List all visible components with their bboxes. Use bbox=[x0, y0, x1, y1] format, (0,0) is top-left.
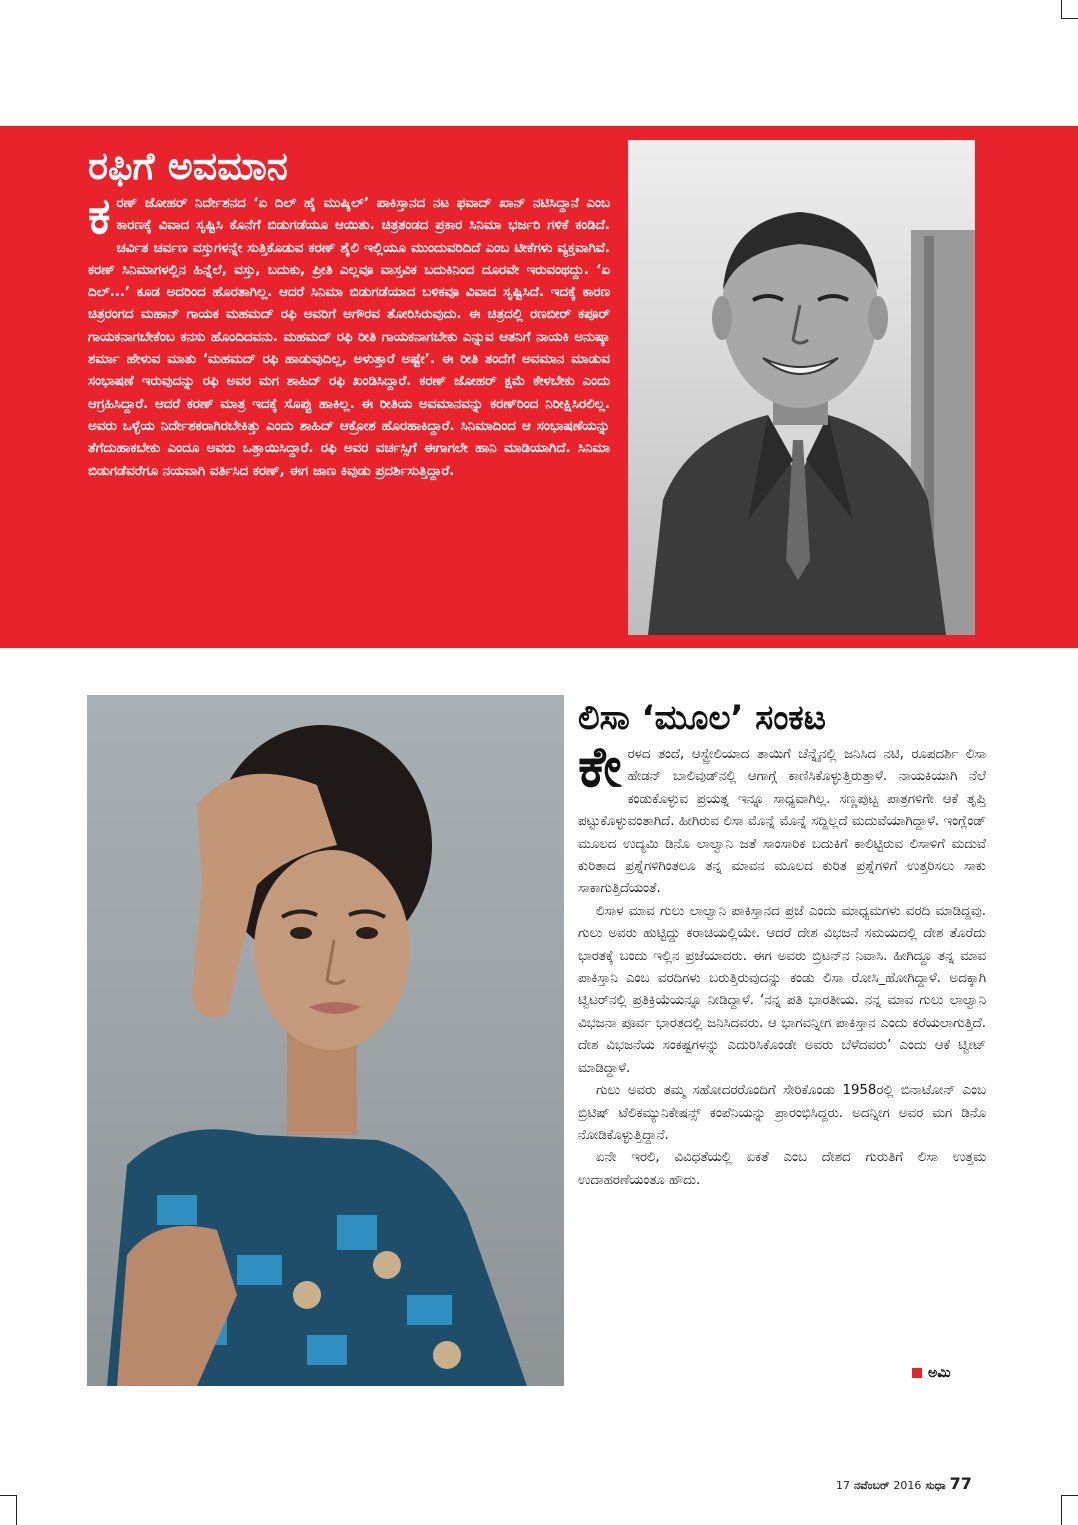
lisa-paragraph: ಲಿಸಾಳ ಮಾವ ಗುಲು ಲಾಲ್ವಾನಿ ಪಾಕಿಸ್ತಾನದ ಪ್ರಜೆ ಎಂದು ಮಾಧ್ಯಮಗಳು ವರದಿ ಮಾಡಿದ್ದವು. ಗುಲು ಅವರು ಹುಟ್ಟಿದ್ದು ಕರಾಚಿಯಲ್ಲಿಯೇ. ಆದರೆ ದೇಶ ವಿಭಜನೆ ಸಮಯದಲ್ಲಿ ದೇಶ ತೊರೆದು ಭಾರತಕ್ಕೆ ಬಂದು ಇಲ್ಲಿನ ಪ್ರಜೆಯಾದರು. ಈಗ ಅವರು ಬ್ರಿಟನ್‌ನ ನಿವಾಸಿ. ಹೀಗಿದ್ದೂ ತನ್ನ ಮಾವ ಪಾಕಿಸ್ತಾನಿ ಎಂಬ ವರದಿಗಳು ಬರುತ್ತಿರುವುದನ್ನು ಕಂಡು ಲಿಸಾ ರೋಸಿ_ಹೋಗಿದ್ದಾಳೆ. ಅದಕ್ಕಾಗಿ ಟ್ವಿಟರ್‌ನಲ್ಲಿ ಪ್ರತಿಕ್ರಿಯೆಯನ್ನೂ ನೀಡಿದ್ದಾಳೆ. ‘ನನ್ನ ಪತಿ ಭಾರತೀಯ. ನನ್ನ ಮಾವ ಗುಲು ಲಾಲ್ವಾನಿ ವಿಭಜನಾ ಪೂರ್ವ ಭಾರತದಲ್ಲಿ ಜನಿಸಿದವರು. ಆ ಭಾಗವನ್ನೀಗ ಪಾಕಿಸ್ತಾನ ಎಂದು ಕರೆಯಲಾಗುತ್ತಿದೆ. ದೇಶ ವಿಭಜನೆಯ ಸಂಕಷ್ಟಗಳನ್ನು ಎದುರಿಸಿಕೊಂಡೇ ಅವರು ಬೆಳೆದವರು’ ಎಂದು ಆಕೆ ಟ್ವೀಟ್ ಮಾಡಿದ್ದಾಳೆ. bbox=[578, 903, 986, 1076]
crop-mark bbox=[1061, 1495, 1062, 1525]
crop-mark bbox=[1061, 18, 1078, 19]
byline-square-icon bbox=[912, 1368, 922, 1378]
crop-mark bbox=[0, 1495, 16, 1496]
lisa-paragraph bbox=[578, 735, 986, 901]
lisa-paragraph: ಗುಲು ಅವರು ತಮ್ಮ ಸಹೋದರರೊಂದಿಗೆ ಸೇರಿಕೊಂಡು 1958ರಲ್ಲಿ ಬಿನಾಟೋನ್ ಎಂಬ ಬ್ರಿಟಿಷ್ ಟೆಲಿಕಮ್ಯುನಿಕೇಷನ್ಸ್ ಕಂಪೆನಿಯನ್ನು ಪ್ರಾರಂಭಿಸಿದ್ದರು. ಅದನ್ನೀಗ ಅವರ ಮಗ ಡಿನೊ ನೋಡಿಕೊಳ್ಳುತ್ತಿದ್ದಾನೆ. bbox=[578, 1083, 986, 1143]
lisa-dropcap: ಕೇ bbox=[578, 735, 622, 800]
crop-mark bbox=[1061, 1495, 1078, 1496]
lisa-article-body bbox=[578, 735, 986, 1192]
footer-year: 2016 bbox=[893, 1479, 922, 1492]
rafi-portrait-illustration bbox=[628, 140, 975, 635]
lisa-paragraph-text: ರಳದ ತಂದೆ, ಆಸ್ಟ್ರೇಲಿಯಾದ ತಾಯಿಗೆ ಚೆನ್ನೈನಲ್ಲಿ ಜನಿಸಿದ ನಟಿ, ರೂಪದರ್ಶಿ ಲಿಸಾ ಹೇಡನ್ ಬಾಲಿವುಡ್‌ನಲ್ಲಿ ಆಗಾಗ್ಗೆ ಕಾಣಿಸಿಕೊಳ್ಳುತ್ತಿರುತ್ತಾಳೆ. ನಾಯಕಿಯಾಗಿ ನೆಲೆ ಕಂಡುಕೊಳ್ಳುವ ಪ್ರಯತ್ನ ಇನ್ನೂ ಸಾಧ್ಯವಾಗಿಲ್ಲ. ಸಣ್ಣಪುಟ್ಟ ಪಾತ್ರಗಳಿಗೇ ಆಕೆ ತೃಪ್ತಿ ಪಟ್ಟುಕೊಳ್ಳುವಂತಾಗಿದೆ. ಹೀಗಿರುವ ಲಿಸಾ ಮೊನ್ನೆ ಮೊನ್ನೆ ಸದ್ದಿಲ್ಲದೆ ಮದುವೆಯಾಗಿದ್ದಾಳೆ. ಇಂಗ್ಲೆಂಡ್ ಮೂಲದ ಉದ್ಯಮಿ ಡಿನೊ ಲಾಲ್ವಾನಿ ಜತೆ ಸಾಂಸಾರಿಕ ಬದುಕಿಗೆ ಕಾಲಿಟ್ಟಿರುವ ಲಿಸಾಳಿಗೆ ಮದುವೆ ಕುರಿತಾದ ಪ್ರಶ್ನೆಗಳಿಗಿಂತಲೂ ತನ್ನ ಮಾವನ ಮೂಲದ ಕುರಿತ ಪ್ರಶ್ನೆಗಳಿಗೆ ಉತ್ತರಿಸಲು ಸಾಕು ಸಾಕಾಗುತ್ತಿದೆಯಂತೆ. bbox=[578, 747, 986, 897]
page-number: 77 bbox=[949, 1474, 972, 1493]
lisa-paragraph: ಏನೇ ಇರಲಿ, ವಿವಿಧತೆಯಲ್ಲಿ ಏಕತೆ ಎಂಬ ದೇಶದ ಗುರುತಿಗೆ ಲಿಸಾ ಉತ್ತಮ ಉದಾಹರಣೆಯಂತೂ ಹೌದು. bbox=[578, 1150, 986, 1188]
page-footer bbox=[836, 1474, 972, 1493]
crop-mark bbox=[16, 1495, 17, 1525]
lisa-photo bbox=[87, 695, 564, 1386]
byline-author: ಅಮಿ bbox=[928, 1365, 951, 1381]
rafi-dropcap: ಕ bbox=[88, 187, 111, 245]
lisa-portrait-illustration bbox=[87, 695, 564, 1386]
footer-month: ನವೆಂಬರ್ bbox=[854, 1479, 890, 1492]
footer-magazine: ಸುಧಾ bbox=[925, 1479, 946, 1492]
crop-mark bbox=[1061, 0, 1062, 18]
lisa-headline: ಲಿಸಾ ‘ಮೂಲ’ ಸಂಕಟ bbox=[578, 698, 826, 738]
rafi-photo bbox=[628, 140, 975, 635]
rafi-article-body bbox=[88, 187, 610, 483]
rafi-headline: ರಫಿಗೆ ಅವಮಾನ bbox=[88, 144, 288, 188]
rafi-body-text: ರಣ್ ಜೋಹರ್ ನಿರ್ದೇಶನದ ‘ಏ ದಿಲ್ ಹೈ ಮುಷ್ಕಿಲ್’ ಪಾಕಿಸ್ತಾನದ ನಟ ಫವಾದ್ ಖಾನ್ ನಟಿಸಿದ್ದಾನೆ ಎಂಬ ಕಾರಣಕ್ಕೆ ವಿವಾದ ಸೃಷ್ಟಿಸಿ ಕೊನೆಗೆ ಬಿಡುಗಡೆಯೂ ಆಯಿತು. ಚಿತ್ರತಂಡದ ಪ್ರಕಾರ ಸಿನಿಮಾ ಭರ್ಜರಿ ಗಳಿಕೆ ಕಂಡಿದೆ. ಚರ್ವಿತ ಚರ್ವಣ ವಸ್ತುಗಳನ್ನೇ ಸುತ್ತಿಕೊಡುವ ಕರಣ್ ಶೈಲಿ ಇಲ್ಲಿಯೂ ಮುಂದುವರಿದಿದೆ ಎಂಬ ಟೀಕೆಗಳು ವ್ಯಕ್ತವಾಗಿವೆ. ಕರಣ್ ಸಿನಿಮಾಗಳಲ್ಲಿನ ಹಿನ್ನೆಲೆ, ವಸ್ತು, ಬದುಕು, ಪ್ರೀತಿ ಎಲ್ಲವೂ ವಾಸ್ತವಿಕ ಬದುಕಿನಿಂದ ದೂರವೇ ಇರುವಂಥದ್ದು. ‘ಏ ದಿಲ್...’ ಕೂಡ ಅದರಿಂದ ಹೊರತಾಗಿಲ್ಲ. ಆದರೆ ಸಿನಿಮಾ ಬಿಡುಗಡೆಯಾದ ಬಳಿಕವೂ ವಿವಾದ ಸೃಷ್ಟಿಸಿದೆ. ಇದಕ್ಕೆ ಕಾರಣ ಚಿತ್ರರಂಗದ ಮಹಾನ್ ಗಾಯಕ ಮಹಮದ್ ರಫಿ ಅವರಿಗೆ ಅಗೌರವ ತೋರಿಸಿರುವುದು. ಈ ಚಿತ್ರದಲ್ಲಿ ರಣಬೀರ್ ಕಪೂರ್ ಗಾಯಕನಾಗಬೇಕೆಂಬ ಕನಸು ಹೊಂದಿದವನು. ಮಹಮದ್ ರಫಿ ರೀತಿ ಗಾಯಕನಾಗಬೇಕು ಎನ್ನುವ ಆತನಿಗೆ ನಾಯಕಿ ಅನುಷ್ಕಾ ಶರ್ಮಾ ಹೇಳುವ ಮಾತು ‘ಮಹಮದ್ ರಫಿ ಹಾಡುವುದಿಲ್ಲ, ಅಳುತ್ತಾರೆ ಅಷ್ಟೇ’. ಈ ರೀತಿ ತಂದೆಗೆ ಅವಮಾನ ಮಾಡುವ ಸಂಭಾಷಣೆ ಇರುವುದನ್ನು ರಫಿ ಅವರ ಮಗ ಶಾಹಿದ್ ರಫಿ ಖಂಡಿಸಿದ್ದಾರೆ. ಕರಣ್ ಜೋಹರ್ ಕ್ಷಮೆ ಕೇಳಬೇಕು ಎಂದು ಆಗ್ರಹಿಸಿದ್ದಾರೆ. ಆದರೆ ಕರಣ್ ಮಾತ್ರ ಇದಕ್ಕೆ ಸೊಪ್ಪು ಹಾಕಿಲ್ಲ. ಈ ರೀತಿಯ ಅವಮಾನವನ್ನು ಕರಣ್‌ರಿಂದ ನಿರೀಕ್ಷಿಸಿರಲಿಲ್ಲ. ಅವರು ಒಳ್ಳೆಯ ನಿರ್ದೇಶಕರಾಗಿರಬೇಕಿತ್ತು ಎಂದು ಶಾಹಿದ್ ಆಕ್ರೋಶ ಹೊರಹಾಕಿದ್ದಾರೆ. ಸಿನಿಮಾದಿಂದ ಆ ಸಂಭಾಷಣೆಯನ್ನು ತೆಗೆದುಹಾಕಬೇಕು ಎಂದೂ ಅವರು ಒತ್ತಾಯಿಸಿದ್ದಾರೆ. ರಫಿ ಅವರ ವರ್ಚಸ್ಸಿಗೆ ಈಗಾಗಲೇ ಹಾನಿ ಮಾಡಿಯಾಗಿದೆ. ಸಿನಿಮಾ ಬಿಡುಗಡೆವರೆಗೂ ನಯವಾಗಿ ವರ್ತಿಸಿದ ಕರಣ್, ಈಗ ಜಾಣ ಕಿವುಡು ಪ್ರದರ್ಶಿಸುತ್ತಿದ್ದಾರೆ. bbox=[88, 196, 610, 479]
byline bbox=[912, 1365, 951, 1381]
footer-day: 17 bbox=[836, 1479, 850, 1492]
